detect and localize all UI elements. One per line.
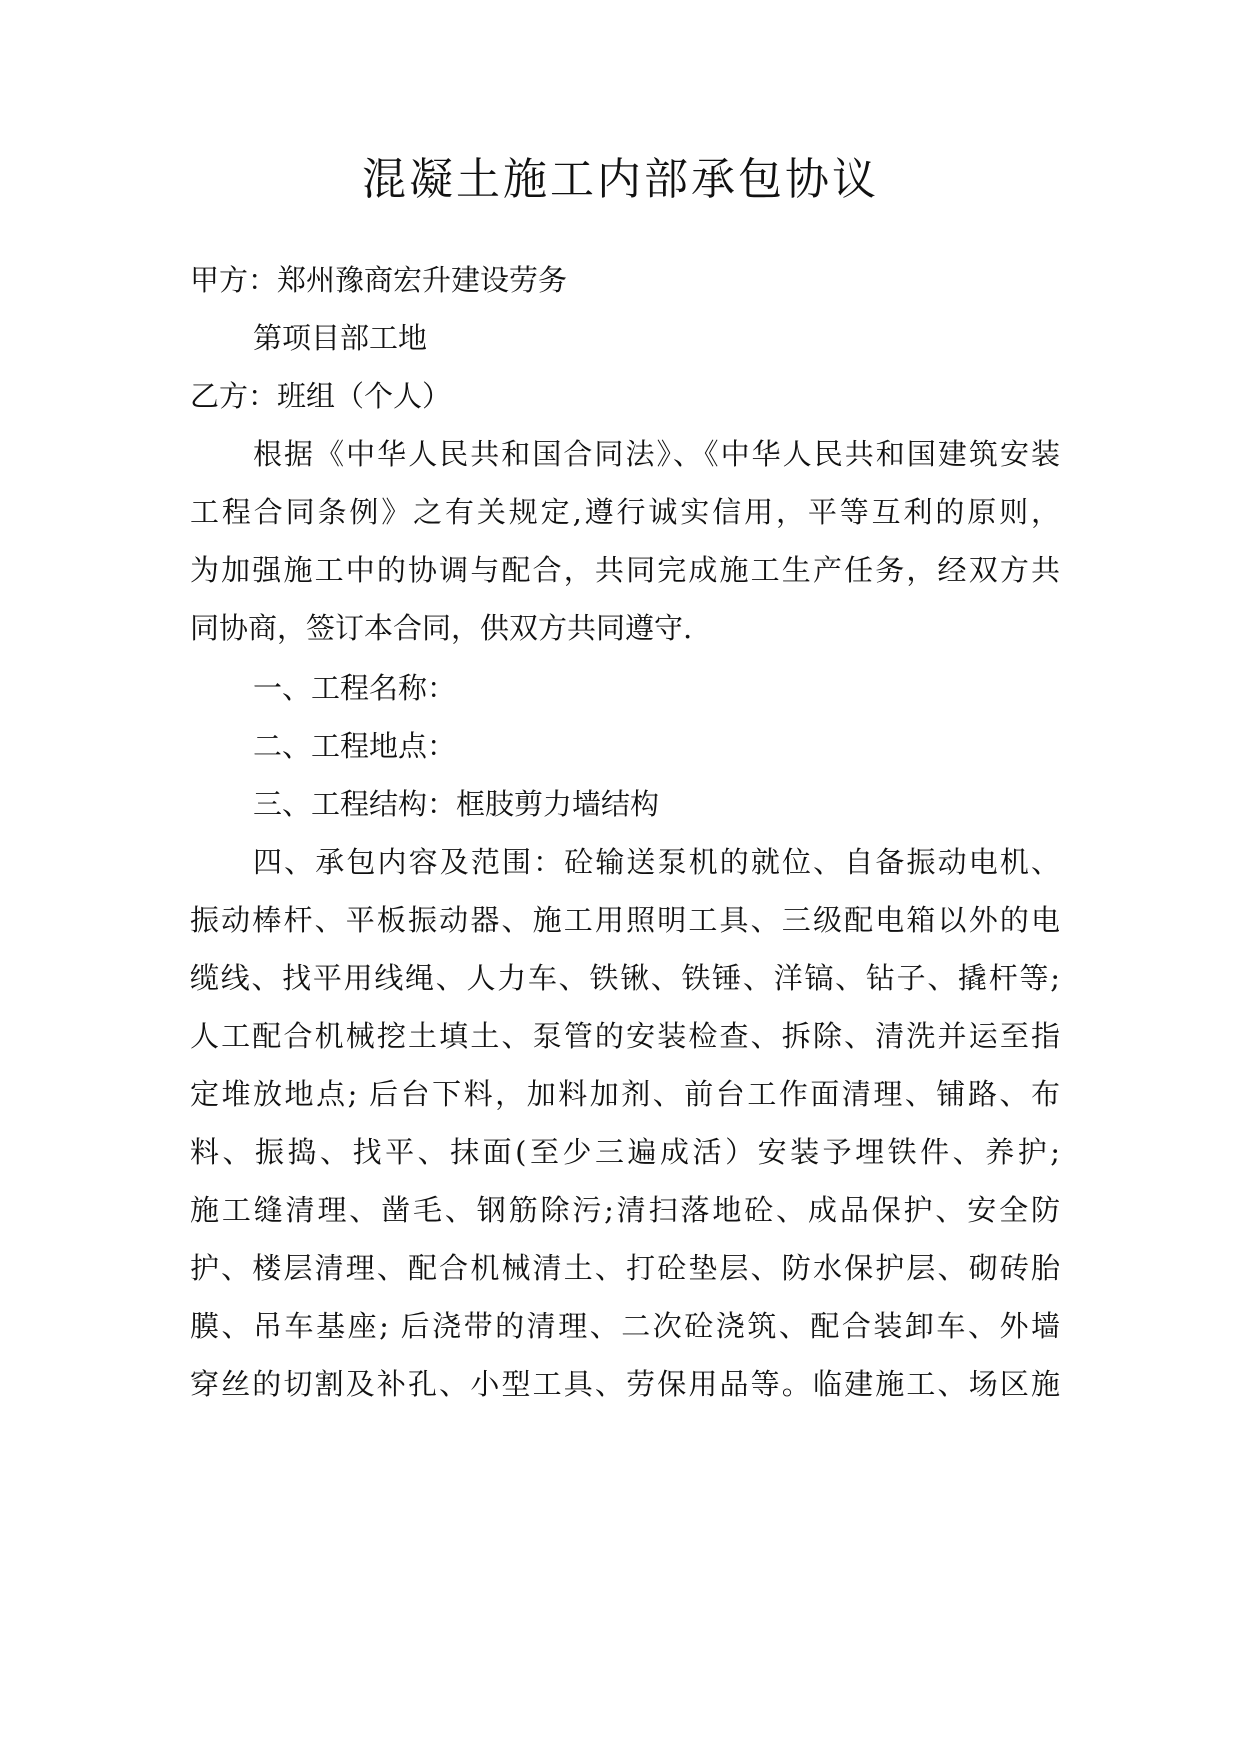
party-b-name: 班组（个人） [277, 379, 452, 413]
party-a-line [190, 260, 1060, 300]
section-scope-line: 四、承包内容及范围：砼输送泵机的就位、自备振动电机、 [253, 845, 1060, 879]
preamble-line: 同协商，签订本合同，供双方共同遵守. [190, 611, 693, 645]
party-a-label: 甲方： [190, 263, 278, 297]
section-project-structure: 三、工程结构：框肢剪力墙结构 [253, 787, 660, 821]
section-scope-line: 缆线、找平用线绳、人力车、铁锹、铁锤、洋镐、钻子、撬杆等; [190, 961, 1060, 995]
section-project-name: 一、工程名称： [253, 671, 457, 705]
section-scope-line: 料、振捣、找平、抹面(至少三遍成活）安装予埋铁件、养护; [190, 1135, 1060, 1169]
section-scope-line: 膜、吊车基座; 后浇带的清理、二次砼浇筑、配合装卸车、外墙 [190, 1309, 1060, 1343]
preamble-line: 根据《中华人民共和国合同法》、《中华人民共和国建筑安装 [253, 437, 1060, 471]
document-title: 混凝土施工内部承包协议 [362, 154, 879, 205]
party-b-line [190, 376, 1060, 416]
party-b-label: 乙方： [190, 379, 278, 413]
preamble-line: 工程合同条例》之有关规定,遵行诚实信用，平等互利的原则， [190, 495, 1060, 529]
section-scope-line: 穿丝的切割及补孔、小型工具、劳保用品等。临建施工、场区施 [190, 1367, 1060, 1401]
party-a-name: 郑州豫商宏升建设劳务 [277, 263, 568, 297]
section-scope-line: 人工配合机械挖土填土、泵管的安装检查、拆除、清洗并运至指 [190, 1019, 1060, 1053]
section-scope-line: 振动棒杆、平板振动器、施工用照明工具、三级配电箱以外的电 [190, 903, 1060, 937]
section-scope-line: 施工缝清理、凿毛、钢筋除污;清扫落地砼、成品保护、安全防 [190, 1193, 1060, 1227]
section-scope-line: 定堆放地点; 后台下料，加料加剂、前台工作面清理、铺路、布 [190, 1077, 1060, 1111]
party-a-site: 第项目部工地 [253, 321, 428, 355]
preamble-line: 为加强施工中的协调与配合，共同完成施工生产任务，经双方共 [190, 553, 1060, 587]
section-project-location: 二、工程地点： [253, 729, 457, 763]
section-scope-line: 护、楼层清理、配合机械清土、打砼垫层、防水保护层、砌砖胎 [190, 1251, 1060, 1285]
